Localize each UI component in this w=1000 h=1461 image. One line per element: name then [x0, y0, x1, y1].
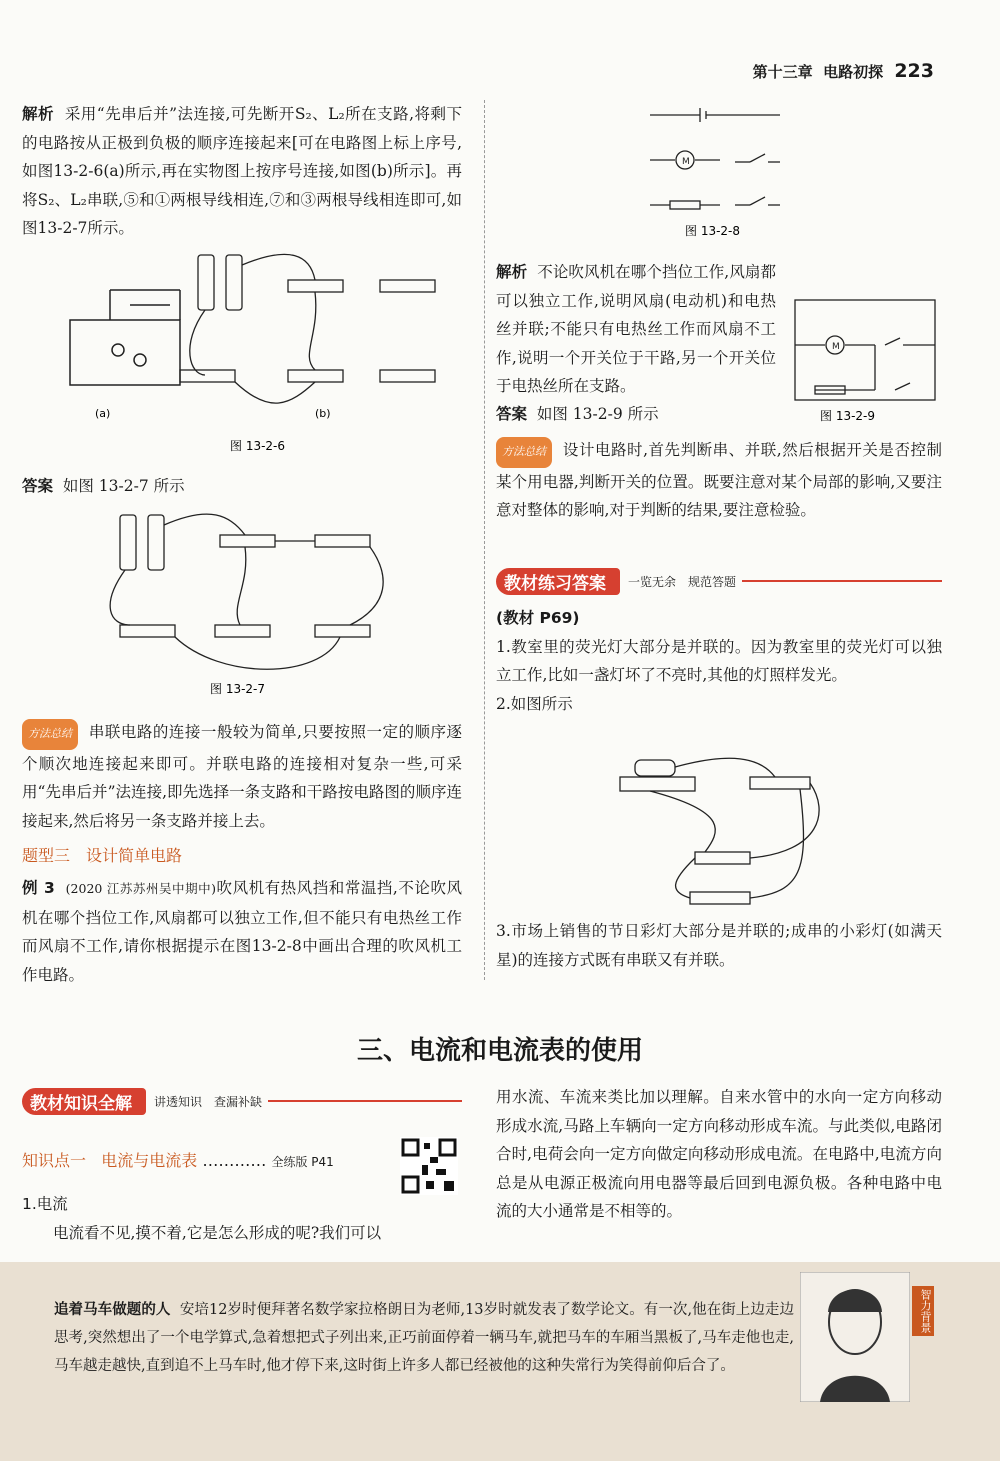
answer2-label: 答案	[496, 405, 528, 423]
page-header	[753, 60, 934, 82]
subsection-current	[22, 1190, 462, 1247]
banner1-sub: 一览无余 规范答题	[628, 574, 737, 589]
answer-text: 如图 13-2-7 所示	[62, 477, 185, 495]
para-left: 电流看不见,摸不着,它是怎么形成的呢?我们可以	[53, 1223, 382, 1242]
method-summary-2	[496, 436, 942, 525]
story-text: 安培12岁时便拜著名数学家拉格朗日为老师,13岁时就发表了数学论文。有一次,他在街上边走边思考,突然想出了一个电学算式,急着想把式子列出来,正巧前面停着一辆马车,就把马车的车厢当黑板了,马车走他也走,马车越走越快,直到追不上马车时,他才停下来,这时街上许多人都已经被他的这种失常行为笑得前仰后合了。	[54, 1302, 794, 1374]
svg-text:M: M	[832, 342, 840, 352]
answer-figure	[610, 752, 840, 912]
kp1-title: 电流与电流表	[101, 1151, 198, 1170]
fig6-caption: 图 13-2-6	[230, 439, 286, 453]
qr-code[interactable]	[400, 1137, 458, 1195]
example-text: 吹风机有热风挡和常温挡,不论吹风机在哪个挡位工作,风扇都可以独立工作,但不能只有电热丝工作而风扇不工作,请你根据提示在图13-2-8中画出合理的吹风机工作电路。	[22, 879, 462, 984]
section-label: 电路初探	[823, 63, 884, 81]
type3-title: 题型三 设计简单电路	[22, 846, 183, 865]
svg-text:M: M	[682, 157, 690, 167]
banner2-sub: 讲透知识 查漏补缺	[154, 1094, 263, 1109]
section3-title: 三、电流和电流表的使用	[356, 1036, 643, 1066]
answer-q3: 3.市场上销售的节日彩灯大部分是并联的;成串的小彩灯(如满天星)的连接方式既有串联又有并联。	[496, 922, 942, 969]
figure-13-2-8	[640, 100, 800, 240]
banner-knowledge	[22, 1088, 462, 1114]
figure-13-2-6	[30, 245, 460, 455]
physical-b	[180, 254, 435, 403]
analysis-2	[496, 258, 776, 401]
analysis2-label: 解析	[496, 263, 528, 281]
fig7-caption: 图 13-2-7	[210, 682, 266, 696]
sub1-title: 1.电流	[22, 1195, 68, 1213]
analysis-1	[22, 100, 462, 243]
answer-label: 答案	[22, 477, 54, 495]
chapter-label: 第十三章	[752, 63, 813, 81]
column-divider	[484, 100, 485, 980]
knowledge-point-1	[22, 1148, 334, 1171]
example-label: 例 3	[22, 879, 55, 897]
story-text-block	[54, 1296, 794, 1380]
method2-text: 设计电路时,首先判断串、并联,然后根据开关是否控制某个用电器,判断开关的位置。既要注意对某个局部的影响,又要注意对整体的影响,对于判断的结果,要注意检验。	[496, 441, 942, 519]
analysis-label: 解析	[22, 105, 54, 123]
textbook-ref: (教材 P69)	[496, 609, 580, 627]
banner2-title: 教材知识全解	[22, 1088, 146, 1115]
fig9-caption: 图 13-2-9	[820, 409, 876, 423]
banner-textbook-answers	[496, 568, 942, 594]
analysis-text: 采用“先串后并”法连接,可先断开S₂、L₂所在支路,将剩下的电路按从正极到负极的顺序连接起来[可在电路图上标上序号,如图13-2-6(a)所示,再在实物图上按序号连接,如图(b)所示]。再将S₂、L₂串联,⑤和①两根导线相连,⑦和③两根导线相连即可,如图13-2-7所示。	[22, 105, 462, 237]
example-3	[22, 874, 462, 989]
side-tag: 智力背景	[912, 1286, 934, 1336]
answer-1	[22, 472, 462, 501]
banner1-title: 教材练习答案	[496, 568, 620, 595]
ampere-portrait	[800, 1272, 910, 1402]
answer2-text: 如图 13-2-9 所示	[536, 405, 659, 423]
schematic-a	[70, 290, 180, 385]
kp1-ref: 全练版 P41	[271, 1155, 334, 1169]
figure-13-2-7	[100, 505, 400, 705]
method-summary-1	[22, 718, 462, 835]
textbook-answers	[496, 604, 942, 718]
method-text: 串联电路的连接一般较为简单,只要按照一定的顺序逐个顺次地连接起来即可。并联电路的连接相对复杂一些,可采用“先串后并”法连接,即先选择一条支路和干路按电路图的顺序连接起来,然后将另一条支路并接上去。	[22, 723, 462, 830]
footer-story	[0, 1262, 1000, 1461]
figure-13-2-9	[785, 290, 945, 425]
example-source: (2020 江苏苏州吴中期中)	[65, 881, 217, 896]
para-right: 用水流、车流来类比加以理解。自来水管中的水向一定方向移动形成水流,马路上车辆向一定方向移动形成车流。与此类似,电路闭合时,电荷会向一定方向做定向移动形成电流。在电路中,电流方向总是从电源正极流向用电器等最后回到电源负极。各种电路中电流的大小通常是不相等的。	[496, 1088, 942, 1220]
fig6-label-b: (b)	[315, 407, 331, 420]
fig6-label-a: (a)	[95, 407, 111, 420]
para-right-block	[496, 1083, 942, 1226]
answer-q2: 2.如图所示	[496, 694, 573, 713]
analysis2-text: 不论吹风机在哪个挡位工作,风扇都可以独立工作,说明风扇(电动机)和电热丝并联;不能只有电热丝工作而风扇不工作,说明一个开关位于干路,另一个开关位于电热丝所在支路。	[496, 263, 776, 395]
page-number: 223	[894, 60, 934, 82]
method-tag-2: 方法总结	[496, 437, 552, 468]
fig8-caption: 图 13-2-8	[685, 224, 741, 238]
answer-2	[496, 400, 786, 429]
answer-q1: 1.教室里的荧光灯大部分是并联的。因为教室里的荧光灯可以独立工作,比如一盏灯坏了不亮时,其他的灯照样发光。	[496, 637, 942, 684]
kp1-dots: …………	[202, 1151, 267, 1170]
story-title: 追着马车做题的人	[54, 1301, 171, 1318]
kp1-label: 知识点一	[22, 1151, 87, 1170]
method-tag: 方法总结	[22, 719, 78, 750]
answer-q3-block	[496, 917, 942, 974]
